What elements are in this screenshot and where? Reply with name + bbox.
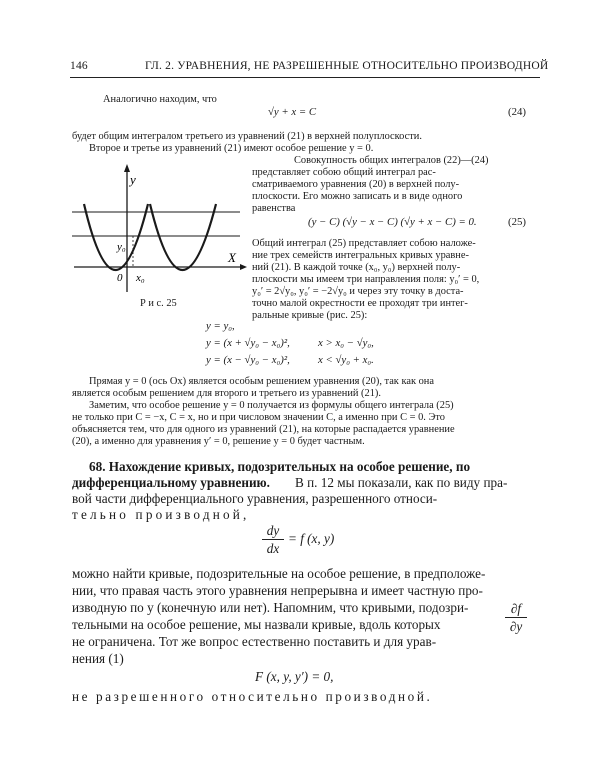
text-line: ний (21). В каждой точке (x₀, y₀) верхней полу- [252,262,461,273]
text-line: нии, что правая часть этого уравнения непрерывна и имеет частную про- [72,583,483,598]
section-heading-cont: дифференциальному уравнению. [72,475,270,490]
y-axis-arrow [124,164,130,172]
text-line: Прямая y = 0 (ось Ox) является особым решением уравнения (20), так как она [89,376,434,387]
equation-25: (y − C) (√y − x − C) (√y + x − C) = 0. [308,216,477,228]
text-line: Второе и третье из уравнений (21) имеют особое решение y = 0. [89,143,374,154]
fraction-denominator: dx [266,541,280,556]
equation-24: √y + x = C [268,106,317,118]
text-line: изводную по y (конечную или нет). Напомним, что кривыми, подозри- [72,600,469,615]
x-axis-label: X [228,250,236,265]
text-line: можно найти кривые, подозрительные на особое решение, в предположе- [72,566,486,581]
text-line: Общий интеграл (25) представляет собою наложе- [252,238,476,249]
text-line: точно малой окрестности ее проходят три интег- [252,298,468,309]
curve-formula: y = y₀, [206,320,235,332]
running-title: ГЛ. 2. УРАВНЕНИЯ, НЕ РАЗРЕШЕННЫЕ ОТНОСИТЕЛЬНО ПРОИЗВОДНОЙ [145,60,549,72]
header-rule [70,77,540,78]
curve-formula: y = (x − √y₀ − x₀)², [206,354,290,366]
text-line: В п. 12 мы показали, как по виду пра- [295,475,508,490]
curve-condition: x < √y₀ + x₀. [318,354,374,366]
curve-condition: x > x₀ − √y₀, [318,337,374,349]
origin-label: 0 [117,272,123,284]
text-line: Совокупность общих интегралов (22)—(24) [294,155,489,166]
y-axis-label: y [130,172,136,187]
figure-25 [70,156,250,296]
text-line: объясняется тем, что для одного из уравнений (21), на которые распадается уравнение [72,424,455,435]
fraction-denominator: ∂y [509,619,523,634]
fraction-numerator: ∂f [510,601,522,616]
text-line: тельными на особое решение, мы назвали кривые, вдоль которых [72,617,441,632]
equation-number: (24) [508,106,526,118]
text-line: ральные кривые (рис. 25): [252,310,368,321]
y0-label: y₀ [117,241,126,253]
text-line: является особым решением для второго и третьего из уравнений (21). [72,388,381,399]
text-line: вой части дифференциального уравнения, разрешенного относи- [72,491,438,506]
x0-label: x₀ [136,272,145,284]
parabola-left [84,204,148,270]
fraction-numerator: dy [266,523,280,538]
text-line: (20), а именно для уравнения y′ = 0, решение y = 0 будет частным. [72,436,365,447]
text-line: сматриваемого уравнения (20) в верхней полу- [252,179,460,190]
text-line: не только при C = −x, C = x, но и при числовом значении C, а именно при C = 0. Это [72,412,445,423]
text-line: нения (1) [72,651,124,666]
text-line: будет общим интегралом третьего из уравнений (21) в верхней полуплоскости. [72,131,422,142]
curve-formula: y = (x + √y₀ − x₀)², [206,337,290,349]
equation-rhs: = f (x, y) [288,531,335,546]
fraction-bar [262,539,284,540]
parabola-right [150,204,216,270]
fraction-dy-dx [262,523,284,556]
text-line: ние трех семейств интегральных кривых уравне- [252,250,469,261]
fraction-df-dy [505,601,527,634]
text-line: не разрешенного относительно производной. [72,689,433,704]
page-number: 146 [70,60,88,72]
text-line: не ограничена. Тот же вопрос естественно поставить и для урав- [72,634,437,649]
equation-F: F (x, y, y′) = 0, [255,669,334,684]
fraction-bar [505,617,527,618]
text-line: Аналогично находим, что [103,94,217,105]
text-line: плоскости. Его можно записать и в виде одного [252,191,463,202]
text-line: тельно производной, [72,507,250,522]
text-line: равенства [252,203,296,214]
text-line: Заметим, что особое решение y = 0 получается из формулы общего интеграла (25) [89,400,454,411]
x-axis-arrow [240,264,247,270]
text-line: представляет собою общий интеграл рас- [252,167,436,178]
figure-caption: Р и с. 25 [140,298,177,309]
equation-number: (25) [508,216,526,228]
text-line: y₀′ = 2√y₀, y₀′ = −2√y₀ и через эту точку в доста- [252,286,464,297]
text-line: плоскости мы имеем три направления поля: y₀′ = 0, [252,274,480,285]
section-heading: 68. Нахождение кривых, подозрительных на особое решение, по [89,459,471,474]
